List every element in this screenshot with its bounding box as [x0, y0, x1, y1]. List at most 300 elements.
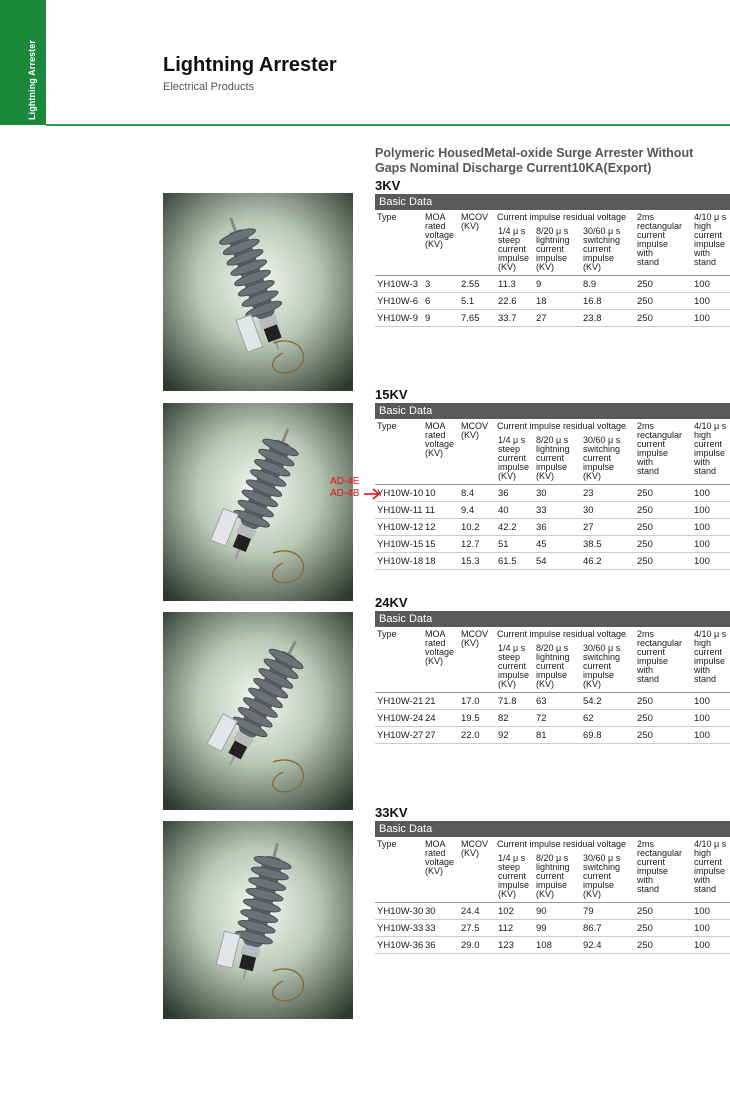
cell-high: 100 [694, 696, 710, 707]
cell-steep: 51 [498, 539, 509, 550]
cell-switching: 62 [583, 713, 594, 724]
marker-label-2: AD-4B [330, 488, 360, 499]
header-line: impulse [536, 253, 568, 263]
cell-switching: 54.2 [583, 696, 602, 707]
col-residual-header: Current impulse residual voltage [497, 421, 627, 431]
cell-type: YH10W-6 [377, 296, 419, 307]
cell-rect: 250 [637, 906, 653, 917]
table-row [375, 553, 730, 570]
header-line: impulse [583, 253, 615, 263]
annotation-marker [330, 476, 359, 500]
cell-lightning: 33 [536, 505, 547, 516]
header-line: current [637, 439, 666, 449]
col-moa-header [425, 630, 454, 666]
header-line: 30/60 μ s [583, 853, 621, 863]
cell-lightning: 27 [536, 313, 547, 324]
table-header [375, 627, 730, 693]
header-line: MCOV [461, 839, 488, 849]
cell-moa: 30 [425, 906, 436, 917]
header-line: MOA [425, 629, 446, 639]
header-line: current [583, 871, 612, 881]
cell-rect: 250 [637, 696, 653, 707]
table-row [375, 502, 730, 519]
col-lightning-header [536, 854, 570, 899]
cell-switching: 23 [583, 488, 594, 499]
cell-lightning: 81 [536, 730, 547, 741]
cell-moa: 18 [425, 556, 436, 567]
section-33kv [375, 805, 730, 954]
cell-moa: 21 [425, 696, 436, 707]
header-line: current [637, 230, 666, 240]
product-photo-24kv [163, 612, 353, 810]
col-rect-header [637, 422, 682, 476]
header-line: current [536, 453, 565, 463]
cell-high: 100 [694, 556, 710, 567]
col-steep-header [498, 436, 529, 481]
cell-rect: 250 [637, 940, 653, 951]
cell-steep: 42.2 [498, 522, 517, 533]
cell-lightning: 30 [536, 488, 547, 499]
header-line: (KV) [425, 866, 443, 876]
col-type-header: Type [377, 629, 397, 639]
col-type-header: Type [377, 421, 397, 431]
header-line: with [694, 665, 711, 675]
cell-type: YH10W-27 [377, 730, 424, 741]
cell-type: YH10W-11 [377, 505, 423, 516]
cell-moa: 36 [425, 940, 436, 951]
col-rect-header [637, 213, 682, 267]
header-line: stand [694, 884, 717, 894]
header-line: 30/60 μ s [583, 435, 621, 445]
cell-lightning: 45 [536, 539, 547, 550]
cell-steep: 123 [498, 940, 514, 951]
header-line: 4/10 μ s [694, 839, 727, 849]
cell-moa: 24 [425, 713, 436, 724]
header-line: (KV) [498, 889, 516, 899]
cell-mcov: 5.1 [461, 296, 475, 307]
cell-mcov: 29.0 [461, 940, 480, 951]
header-line: (KV) [425, 656, 443, 666]
cell-lightning: 63 [536, 696, 547, 707]
header-divider [46, 124, 730, 126]
header-line: (KV) [461, 221, 479, 231]
cell-type: YH10W-15 [377, 539, 424, 550]
cell-lightning: 9 [536, 279, 542, 290]
header-line: impulse [498, 670, 530, 680]
arrester-image [163, 193, 353, 391]
header-line: MCOV [461, 629, 488, 639]
header-line: voltage [425, 647, 455, 657]
header-line: current [498, 453, 527, 463]
voltage-class-label: 33KV [375, 805, 408, 820]
header-line: current [498, 871, 527, 881]
header-line: 8/20 μ s [536, 435, 569, 445]
header-line: current [583, 244, 612, 254]
header-line: with [637, 665, 654, 675]
header-line: with [694, 875, 711, 885]
header-line: with [694, 248, 711, 258]
cell-type: YH10W-33 [377, 923, 424, 934]
header-line: with [637, 457, 654, 467]
header-line: 1/4 μ s [498, 643, 526, 653]
cell-moa: 12 [425, 522, 436, 533]
voltage-class-label: 3KV [375, 178, 401, 193]
header-line: lightning [536, 235, 570, 245]
header-line: steep [498, 652, 521, 662]
header-line: stand [637, 257, 660, 267]
cell-high: 100 [694, 906, 710, 917]
header-line: 2ms [637, 839, 655, 849]
cell-high: 100 [694, 313, 710, 324]
col-type-header: Type [377, 212, 397, 222]
header-line: impulse [694, 656, 726, 666]
col-high-header [694, 630, 726, 684]
header-line: rectangular [637, 221, 683, 231]
table-row [375, 903, 730, 920]
header-line: impulse [694, 448, 726, 458]
cell-moa: 10 [425, 488, 436, 499]
header-line: current [637, 647, 666, 657]
cell-switching: 16.8 [583, 296, 602, 307]
header-line: voltage [425, 230, 455, 240]
header-line: impulse [637, 866, 669, 876]
cell-mcov: 15.3 [461, 556, 480, 567]
header-line: (KV) [583, 889, 601, 899]
table-row [375, 937, 730, 954]
cell-mcov: 9.4 [461, 505, 475, 516]
header-line: (KV) [498, 679, 516, 689]
cell-lightning: 18 [536, 296, 547, 307]
marker-label-1: AD-4E [330, 476, 360, 487]
header-line: 2ms [637, 421, 655, 431]
cell-mcov: 12.7 [461, 539, 480, 550]
cell-high: 100 [694, 539, 710, 550]
cell-lightning: 72 [536, 713, 547, 724]
table-row [375, 485, 730, 502]
cell-lightning: 99 [536, 923, 547, 934]
header-line: stand [694, 674, 717, 684]
header-line: (KV) [461, 430, 479, 440]
cell-mcov: 27.5 [461, 923, 480, 934]
cell-mcov: 10.2 [461, 522, 480, 533]
header-line: rated [425, 221, 446, 231]
header-line: MOA [425, 212, 446, 222]
header-line: 4/10 μ s [694, 212, 727, 222]
cell-rect: 250 [637, 556, 653, 567]
cell-high: 100 [694, 279, 710, 290]
cell-high: 100 [694, 923, 710, 934]
cell-type: YH10W-18 [377, 556, 424, 567]
table-row [375, 710, 730, 727]
cell-moa: 11 [425, 505, 435, 516]
header-line: current [536, 661, 565, 671]
header-line: (KV) [461, 638, 479, 648]
table-row [375, 920, 730, 937]
col-moa-header [425, 422, 454, 458]
header-line: stand [637, 674, 660, 684]
table-header [375, 419, 730, 485]
cell-mcov: 2.55 [461, 279, 480, 290]
arrester-image [163, 612, 353, 810]
cell-switching: 23.8 [583, 313, 602, 324]
col-high-header [694, 422, 726, 476]
table-row [375, 276, 730, 293]
header-line: impulse [637, 656, 669, 666]
header-line: 2ms [637, 629, 655, 639]
header-line: high [694, 638, 712, 648]
cell-type: YH10W-30 [377, 906, 424, 917]
cell-rect: 250 [637, 713, 653, 724]
header-line: (KV) [498, 471, 516, 481]
cell-high: 100 [694, 488, 710, 499]
table-row [375, 693, 730, 710]
cell-steep: 22.6 [498, 296, 517, 307]
col-mcov-header [461, 213, 488, 231]
cell-switching: 86.7 [583, 923, 602, 934]
basic-data-bar: Basic Data [375, 403, 730, 419]
header-line: 1/4 μ s [498, 853, 526, 863]
side-tab-label: Lightning Arrester [27, 40, 37, 120]
header-line: 30/60 μ s [583, 226, 621, 236]
header-line: current [498, 661, 527, 671]
cell-high: 100 [694, 730, 710, 741]
cell-mcov: 17.0 [461, 696, 480, 707]
cell-lightning: 90 [536, 906, 547, 917]
header-line: high [694, 430, 712, 440]
table-row [375, 519, 730, 536]
header-line: (KV) [536, 889, 554, 899]
header-line: rated [425, 430, 446, 440]
header-line: rated [425, 848, 446, 858]
cell-mcov: 7.65 [461, 313, 480, 324]
header-line: rectangular [637, 848, 683, 858]
cell-switching: 92.4 [583, 940, 602, 951]
cell-rect: 250 [637, 539, 653, 550]
header-line: (KV) [536, 471, 554, 481]
cell-rect: 250 [637, 522, 653, 533]
col-rect-header [637, 840, 682, 894]
cell-steep: 92 [498, 730, 509, 741]
arrester-image [163, 403, 353, 601]
cell-steep: 71.8 [498, 696, 517, 707]
table-row [375, 310, 730, 327]
cell-type: YH10W-10 [377, 488, 424, 499]
header-line: current [583, 661, 612, 671]
header-line: switching [583, 862, 621, 872]
cell-rect: 250 [637, 313, 653, 324]
header-line: stand [694, 466, 717, 476]
header-line: voltage [425, 439, 455, 449]
basic-data-bar: Basic Data [375, 821, 730, 837]
col-lightning-header [536, 227, 570, 272]
cell-high: 100 [694, 505, 710, 516]
section-15kv [375, 387, 730, 570]
cell-type: YH10W-3 [377, 279, 419, 290]
col-moa-header [425, 840, 454, 876]
cell-mcov: 22.0 [461, 730, 480, 741]
header-line: voltage [425, 857, 455, 867]
cell-lightning: 36 [536, 522, 547, 533]
header-line: with [637, 875, 654, 885]
header-line: 8/20 μ s [536, 226, 569, 236]
header-line: impulse [694, 866, 726, 876]
table-header [375, 210, 730, 276]
header-line: steep [498, 444, 521, 454]
side-tab [0, 0, 46, 125]
cell-steep: 61.5 [498, 556, 517, 567]
cell-lightning: 108 [536, 940, 552, 951]
cell-switching: 8.9 [583, 279, 597, 290]
header-line: stand [637, 884, 660, 894]
cell-moa: 27 [425, 730, 436, 741]
header-line: 2ms [637, 212, 655, 222]
header-line: MOA [425, 421, 446, 431]
table-row [375, 727, 730, 744]
col-switching-header [583, 436, 620, 481]
header-line: switching [583, 652, 621, 662]
header-line: with [637, 248, 654, 258]
header-line: (KV) [425, 239, 443, 249]
cell-steep: 11.3 [498, 279, 516, 290]
cell-moa: 15 [425, 539, 436, 550]
col-mcov-header [461, 840, 488, 858]
cell-lightning: 54 [536, 556, 547, 567]
header-line: current [637, 857, 666, 867]
header-line: impulse [583, 462, 615, 472]
cell-mcov: 19.5 [461, 713, 480, 724]
cell-rect: 250 [637, 923, 653, 934]
header-line: impulse [498, 880, 530, 890]
header-line: impulse [536, 462, 568, 472]
col-switching-header [583, 227, 620, 272]
table-row [375, 293, 730, 310]
header-line: current [694, 230, 723, 240]
section-24kv [375, 595, 730, 744]
header-line: 30/60 μ s [583, 643, 621, 653]
col-type-header: Type [377, 839, 397, 849]
header-line: 1/4 μ s [498, 435, 526, 445]
arrester-image [163, 821, 353, 1019]
cell-switching: 30 [583, 505, 594, 516]
cell-switching: 69.8 [583, 730, 602, 741]
cell-switching: 38.5 [583, 539, 602, 550]
header-line: lightning [536, 652, 570, 662]
header-line: (KV) [536, 262, 554, 272]
col-steep-header [498, 644, 529, 689]
header-line: current [498, 244, 527, 254]
cell-type: YH10W-9 [377, 313, 419, 324]
cell-steep: 82 [498, 713, 509, 724]
header-line: 8/20 μ s [536, 643, 569, 653]
header-line: current [536, 871, 565, 881]
cell-mcov: 8.4 [461, 488, 475, 499]
header-line: impulse [583, 670, 615, 680]
header-line: (KV) [425, 448, 443, 458]
document-title: Polymeric HousedMetal-oxide Surge Arrester Without Gaps Nominal Discharge Current10KA(Export) [375, 146, 694, 175]
header-line: with [694, 457, 711, 467]
header-line: impulse [637, 239, 669, 249]
header-line: lightning [536, 862, 570, 872]
header-line: 4/10 μ s [694, 421, 727, 431]
cell-high: 100 [694, 940, 710, 951]
cell-moa: 33 [425, 923, 436, 934]
header-line: (KV) [536, 679, 554, 689]
col-rect-header [637, 630, 682, 684]
page-subtitle: Electrical Products [163, 81, 255, 93]
cell-switching: 46.2 [583, 556, 602, 567]
cell-moa: 6 [425, 296, 431, 307]
cell-steep: 112 [498, 923, 514, 934]
header-line: impulse [536, 880, 568, 890]
col-residual-header: Current impulse residual voltage [497, 839, 627, 849]
cell-high: 100 [694, 296, 710, 307]
header-line: current [583, 453, 612, 463]
col-switching-header [583, 854, 620, 899]
header-line: rated [425, 638, 446, 648]
cell-high: 100 [694, 713, 710, 724]
header-line: rectangular [637, 430, 683, 440]
cell-moa: 3 [425, 279, 431, 290]
header-line: 8/20 μ s [536, 853, 569, 863]
header-line: impulse [498, 253, 530, 263]
col-switching-header [583, 644, 620, 689]
header-line: 4/10 μ s [694, 629, 727, 639]
header-line: steep [498, 862, 521, 872]
product-photo-15kv [163, 403, 353, 601]
table-row [375, 536, 730, 553]
basic-data-bar: Basic Data [375, 194, 730, 210]
cell-steep: 33.7 [498, 313, 517, 324]
cell-switching: 27 [583, 522, 594, 533]
header-line: MOA [425, 839, 446, 849]
cell-rect: 250 [637, 730, 653, 741]
header-line: (KV) [461, 848, 479, 858]
header-line: current [694, 647, 723, 657]
header-line: MCOV [461, 212, 488, 222]
cell-mcov: 24.4 [461, 906, 480, 917]
col-high-header [694, 213, 726, 267]
col-moa-header [425, 213, 454, 249]
cell-steep: 40 [498, 505, 509, 516]
cell-type: YH10W-36 [377, 940, 424, 951]
header-line: MCOV [461, 421, 488, 431]
header-line: switching [583, 444, 621, 454]
col-residual-header: Current impulse residual voltage [497, 212, 627, 222]
col-lightning-header [536, 436, 570, 481]
cell-moa: 9 [425, 313, 431, 324]
voltage-class-label: 24KV [375, 595, 408, 610]
header-line: stand [694, 257, 717, 267]
header-line: (KV) [583, 471, 601, 481]
header-line: rectangular [637, 638, 683, 648]
cell-type: YH10W-24 [377, 713, 424, 724]
header-line: switching [583, 235, 621, 245]
cell-steep: 36 [498, 488, 509, 499]
col-steep-header [498, 854, 529, 899]
header-line: impulse [637, 448, 669, 458]
header-line: steep [498, 235, 521, 245]
cell-rect: 250 [637, 279, 653, 290]
basic-data-bar: Basic Data [375, 611, 730, 627]
col-residual-header: Current impulse residual voltage [497, 629, 627, 639]
cell-switching: 79 [583, 906, 594, 917]
cell-type: YH10W-21 [377, 696, 424, 707]
col-mcov-header [461, 422, 488, 440]
col-steep-header [498, 227, 529, 272]
header-line: high [694, 848, 712, 858]
product-photo-33kv [163, 821, 353, 1019]
header-line: current [536, 244, 565, 254]
